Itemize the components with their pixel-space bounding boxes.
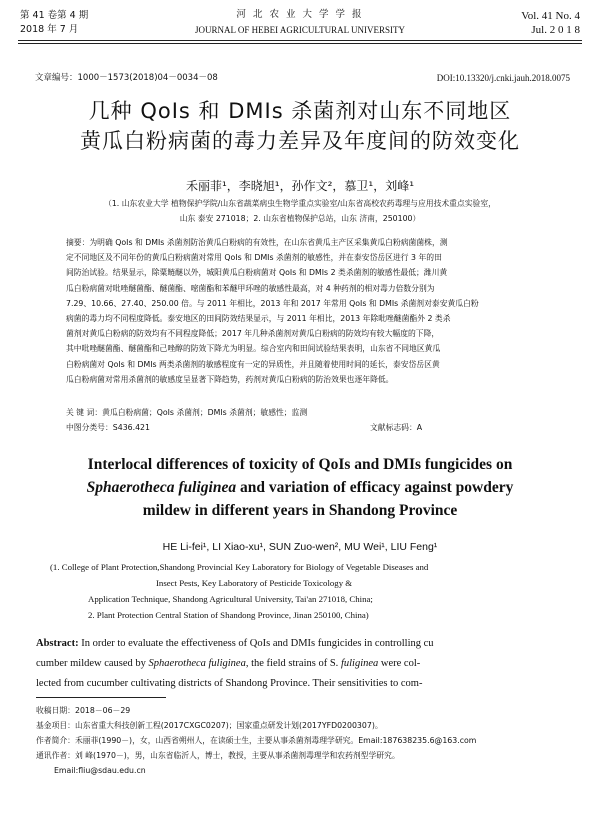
journal-title-en: JOURNAL OF HEBEI AGRICULTURAL UNIVERSITY — [194, 25, 405, 35]
abstract-label: Abstract: — [36, 638, 79, 649]
abstract-en-line: lected from cucumber cultivating districts of Shandong Province. Their sensitivities to com- — [36, 678, 423, 689]
document-code: 文献标志码：A — [370, 423, 423, 432]
abstract-cn-line: 瓜白粉病菌对常用杀菌剂的敏感度呈显著下降趋势，药剂对黄瓜白粉病的防治效果也逐年降低。 — [66, 374, 394, 384]
footnote-fund: 基金项目：山东省重大科技创新工程(2017CXGC0207)；国家重点研发计划(2017YFD0200307)。 — [36, 721, 383, 730]
abstract-cn-line: 摘要：为明确 QoIs 和 DMIs 杀菌剂防治黄瓜白粉病的有效性，在山东省黄瓜主产区采集黄瓜白粉病菌菌株，测 — [66, 238, 448, 247]
abstract-cn-line: 间防治试验。结果显示，除粟鲢醚以外，城阳黄瓜白粉病菌对 QoIs 和 DMIs 2 类杀菌剂的敏感性最低；潍川黄 — [66, 268, 448, 278]
species-name: Sphaerotheca fuliginea — [86, 479, 237, 496]
doi: DOI:10.13320/j.cnki.jauh.2018.0075 — [436, 73, 570, 83]
header-rule-2 — [18, 43, 582, 44]
affiliation-cn-line1: （1. 山东农业大学 植物保护学院/山东省蔬菜病虫生物学重点实验室/山东省高校农药毒理与应用技术重点实验室， — [104, 199, 496, 208]
title-en-line1: Interlocal differences of toxicity of QoIs and DMIs fungicides on — [87, 456, 513, 473]
keywords-cn: 关 键 词：黄瓜白粉病菌；QoIs 杀菌剂；DMIs 杀菌剂；敏感性；监测 — [66, 408, 308, 417]
affiliation-en — [50, 559, 560, 623]
footnote-rule — [36, 697, 166, 698]
affiliation-en-line: Application Technique, Shandong Agricultural University, Tai'an 271018, China; — [88, 594, 373, 604]
footnote-corresponding: 通讯作者：刘 峰(1970－)，男，山东省临沂人，博士，教授，主要从事杀菌剂毒理学和农药剂型学研究。 — [36, 751, 400, 760]
footnote-first-author: 作者简介：禾丽菲(1990－)，女，山西省朔州人，在读硕士生，主要从事杀菌剂毒理学研究。Email:187638235.6@163.com — [36, 736, 477, 745]
abstract-cn — [66, 235, 534, 387]
abstract-cn-line: 定不同地区及不同年份的黄瓜白粉病菌对常用 QoIs 和 DMIs 杀菌剂的敏感性，并在泰安岱岳区进行 3 年的田 — [66, 253, 442, 263]
title-cn-line2: 黄瓜白粉病菌的毒力差异及年度间的防效变化 — [80, 129, 520, 153]
article-number: 文章编号：1000－1573(2018)04－0034－08 — [35, 73, 218, 83]
affiliation-en-line: (1. College of Plant Protection,Shandong Provincial Key Laboratory for Biology of Vegetable Diseases and — [50, 562, 429, 572]
abstract-cn-line: 菌剂对黄瓜白粉病的防效均有不同程度降低；2017 年几种杀菌剂对黄瓜白粉病的防效均有较大幅度的下降， — [66, 329, 440, 339]
footnote-received: 收稿日期：2018－06－29 — [36, 706, 131, 715]
abstract-en-line: Abstract: In order to evaluate the effectiveness of QoIs and DMIs fungicides in controlling cu — [36, 638, 434, 649]
header-rule-1 — [18, 40, 582, 41]
abstract-cn-line: 瓜白粉病菌对吡唑醚菌酯、醚菌酯、嘧菌酯和苯醚甲环唑的敏感性最高，对 4 种药剂的相对毒力倍数分别为 — [66, 283, 435, 293]
affiliation-cn-line2: 山东 泰安 271018；2. 山东省植物保护总站，山东 济南，250100） — [179, 214, 421, 223]
volume-issue-en: Vol. 41 No. 4 — [521, 10, 580, 22]
abstract-cn-line: 其中吡唑醚菌酯、醚菌酯和己唑醇的防效下降尤为明显。综合室内和田间试验结果表明，山东省不同地区黄瓜 — [66, 344, 441, 354]
date-cn: 2018 年 7 月 — [20, 24, 79, 35]
abstract-cn-line: 白粉病菌对 QoIs 和 DMIs 两类杀菌剂的敏感程度有一定的异质性，并且随着使用时间的延长，泰安岱岳区黄 — [66, 359, 440, 369]
footnote-email: Email:fliu@sdau.edu.cn — [54, 766, 146, 775]
clc-number: 中图分类号：S436.421 — [66, 423, 150, 432]
volume-issue-cn: 第 41 卷第 4 期 — [20, 10, 89, 21]
title-en-line3: mildew in different years in Shandong Province — [142, 502, 458, 519]
journal-title-cn: 河 北 农 业 大 学 学 报 — [236, 9, 364, 20]
abstract-en — [36, 634, 574, 694]
abstract-cn-line: 7.29、10.66、27.40、250.00 倍。与 2011 年相比，2013 年和 2017 年常用 QoIs 和 DMIs 杀菌剂对泰安黄瓜白粉 — [66, 298, 479, 308]
title-cn-line1: 几种 QoIs 和 DMIs 杀菌剂对山东不同地区 — [88, 99, 512, 123]
authors-cn: 禾丽菲¹，李晓旭¹，孙作文²，慕卫¹，刘峰¹ — [185, 179, 415, 193]
abstract-en-line: cumber mildew caused by Sphaerotheca fuliginea, the field strains of S. fuliginea were col- — [36, 658, 421, 669]
authors-en: HE Li-fei¹, LI Xiao-xu¹, SUN Zuo-wen², MU Wei¹, LIU Feng¹ — [162, 541, 438, 553]
title-en-line2: Sphaerotheca fuliginea and variation of efficacy against powdery — [86, 479, 514, 496]
affiliation-en-line: Insect Pests, Key Laboratory of Pesticide Toxicology & — [156, 578, 353, 588]
date-en: Jul. 2 0 1 8 — [531, 24, 580, 36]
abstract-cn-line: 病菌的毒力均不同程度降低。泰安地区的田间防效结果显示，与 2011 年相比，2013 年除吡唑醚菌酯外 2 类杀 — [66, 314, 451, 324]
affiliation-en-line: 2. Plant Protection Central Station of Shandong Province, Jinan 250100, China) — [88, 610, 369, 620]
footnotes — [36, 703, 580, 778]
